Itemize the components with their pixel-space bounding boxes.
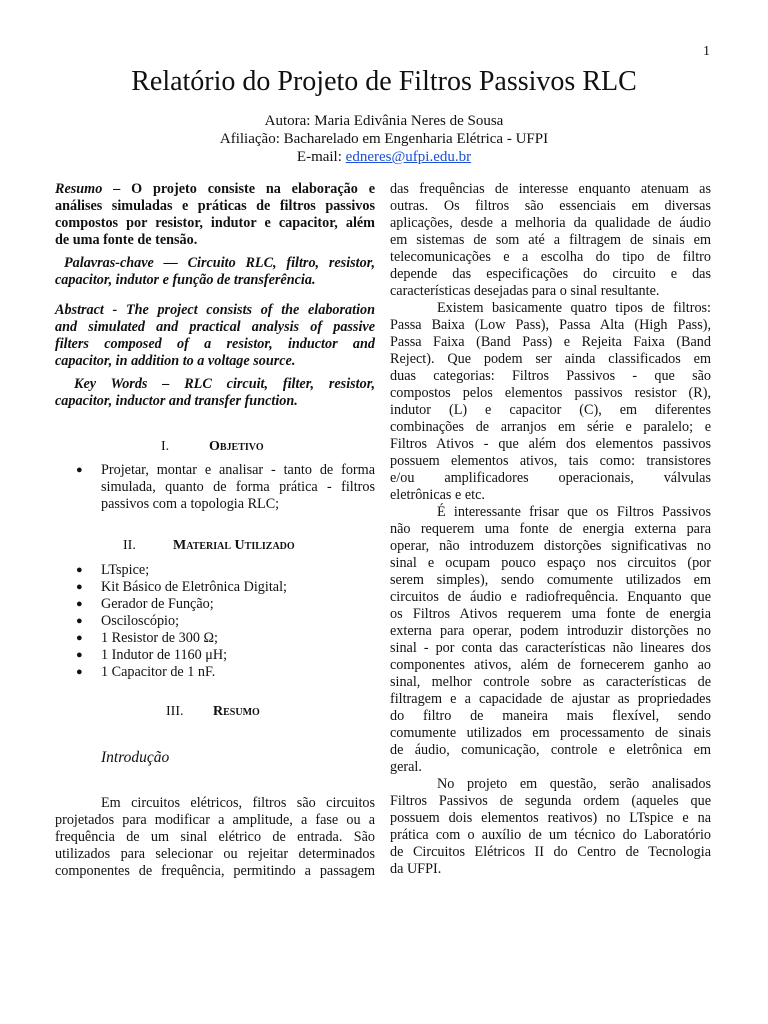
body-line: possuem elementos ativos, tais como: transistores	[390, 453, 711, 469]
author: Autora: Maria Edivânia Neres de Sousa	[264, 113, 504, 129]
bullet-icon: ●	[76, 649, 83, 661]
body-line: telecomunicações e a escolha do tipo de filtro	[390, 249, 711, 265]
keywords-pt-line: Palavras-chave — Circuito RLC, filtro, resistor,	[64, 255, 375, 271]
body-line: operar, não introduzem distorções significativas no	[390, 538, 711, 554]
body-line: possuem dois elementos reativos) no LTspice e na	[390, 810, 711, 826]
intro-line: Em circuitos elétricos, filtros são circuitos	[101, 795, 375, 811]
resumo-line: compostos por resistor, indutor e capacitor, além	[55, 215, 375, 231]
body-line: No projeto em questão, serão analisados	[437, 776, 711, 792]
bullet-icon: ●	[76, 632, 83, 644]
resumo-line: Resumo – O projeto consiste na elaboração e	[55, 181, 375, 197]
objetivo-line: passivos com a topologia RLC;	[101, 496, 280, 512]
body-line: Passa Baixa (Low Pass), Passa Alta (High Pass),	[390, 317, 711, 333]
material-item: Kit Básico de Eletrônica Digital;	[101, 579, 287, 595]
body-line: componentes ativos, além de fornecerem ganho ao	[390, 657, 711, 673]
resumo-label: Resumo	[55, 181, 103, 197]
intro-line: frequência de um sinal elétrico de entrada. São	[55, 829, 375, 845]
section-number: III.	[166, 704, 184, 719]
material-item: LTspice;	[101, 562, 150, 578]
body-line: sinal - por conta das características não lineares dos	[390, 640, 711, 656]
body-line: depende das especificações do circuito e das	[390, 266, 711, 282]
body-line: sinal, melhor controle sobre as características de	[390, 674, 711, 690]
section-title-material: Material Utilizado	[173, 538, 295, 553]
body-line: do filtro de maneira mais flexível, sendo	[390, 708, 711, 724]
body-line: indutor (L) e capacitor (C), em diferentes	[390, 402, 711, 418]
body-line: não requerem uma fonte de energia externa para	[390, 521, 711, 537]
objetivo-line: simulada, quanto de forma prática - filtros	[101, 479, 375, 495]
body-line: e/ou amplificadores operacionais, válvulas	[390, 470, 711, 486]
section-title-resumo: Resumo	[213, 704, 260, 719]
resumo-line: de uma fonte de tensão.	[55, 232, 198, 248]
body-line: prática com o auxílio de um técnico do Laboratório	[390, 827, 711, 843]
body-line: Reject). Que podem ser ainda classificados em	[390, 351, 711, 367]
material-item: Gerador de Função;	[101, 596, 214, 612]
body-line: compostos pelos elementos passivos resistor (R),	[390, 385, 711, 401]
body-line: circuitos de áudio e radiofrequência. Enquanto que	[390, 589, 711, 605]
subsection-introducao: Introdução	[101, 749, 170, 766]
email-link[interactable]: edneres@ufpi.edu.br	[345, 149, 472, 165]
affiliation: Afiliação: Bacharelado em Engenharia Elétrica - UFPI	[219, 131, 549, 147]
body-line: em sistemas de som até a filtragem de sinais em	[390, 232, 711, 248]
abstract-line: Abstract - The project consists of the elaboration	[55, 302, 375, 318]
material-item: 1 Capacitor de 1 nF.	[101, 664, 216, 680]
page-number: 1	[703, 44, 710, 59]
bullet-icon: ●	[76, 581, 83, 593]
body-line: Existem basicamente quatro tipos de filtros:	[437, 300, 711, 316]
body-line: combinações de arranjos em série e paralelo; e	[390, 419, 711, 435]
email-line	[0, 149, 768, 166]
abstract-line: and simulated and practical analysis of passive	[55, 319, 375, 335]
body-line: Filtros Passivos de segunda ordem (aqueles que	[390, 793, 711, 809]
abstract-line: capacitor, in addition to a voltage source.	[55, 353, 296, 369]
body-line: geral.	[390, 759, 422, 775]
abstract-line: filters composed of a resistor, inductor and	[55, 336, 375, 352]
body-line: os Filtros Ativos requerem uma fonte de energia	[390, 606, 711, 622]
bullet-icon: ●	[76, 464, 83, 476]
section-number: II.	[123, 538, 136, 553]
bullet-icon: ●	[76, 598, 83, 610]
body-line: de Circuitos Elétricos II do Centro de Tecnologia	[390, 844, 711, 860]
bullet-icon: ●	[76, 666, 83, 678]
intro-line: utilizados para selecionar ou rejeitar determinados	[55, 846, 375, 862]
bullet-icon: ●	[76, 615, 83, 627]
body-line: serem simples), sendo comumente utilizados em	[390, 572, 711, 588]
body-line: externa para operar, podem introduzir distorções no	[390, 623, 711, 639]
section-number: I.	[161, 439, 170, 454]
keywords-pt-line: capacitor, indutor e função de transferência.	[55, 272, 316, 288]
body-line: filtragem e a capacidade de ajustar as propriedades	[390, 691, 711, 707]
objetivo-line: Projetar, montar e analisar - tanto de forma	[101, 462, 375, 478]
body-line: de áudio, comunicação, controle e eletrônica em	[390, 742, 711, 758]
resumo-line: análises simuladas e práticas de filtros passivos	[55, 198, 375, 214]
material-item: 1 Indutor de 1160 μH;	[101, 647, 228, 663]
body-line: duas categorias: Filtros Passivos - que são	[390, 368, 711, 384]
body-line: das frequências de interesse enquanto atenuam as	[390, 181, 711, 197]
body-line: da UFPI.	[390, 861, 442, 877]
intro-line: projetados para modificar a amplitude, a fase ou a	[55, 812, 375, 828]
body-line: aplicações, desde a melhoria da qualidade de áudio	[390, 215, 711, 231]
keywords-en-line: Key Words – RLC circuit, filter, resistor,	[74, 376, 375, 392]
material-item: Osciloscópio;	[101, 613, 180, 629]
body-line: outras. Os filtros são essenciais em diversas	[390, 198, 711, 214]
body-line: comumente utilizados em processamento de sinais	[390, 725, 711, 741]
material-item: 1 Resistor de 300 Ω;	[101, 630, 218, 646]
paper-title: Relatório do Projeto de Filtros Passivos RLC	[131, 66, 637, 97]
body-line: Filtros Ativos - que além dos elementos passivos	[390, 436, 711, 452]
body-line: sinal e ocupam pouco espaço nos circuitos (por	[390, 555, 711, 571]
body-line: Passa Faixa (Band Pass) e Rejeita Faixa (Band	[390, 334, 711, 350]
intro-line: componentes de frequência, permitindo a passagem	[55, 863, 375, 879]
section-title-objetivo: Objetivo	[209, 439, 264, 454]
email-label: E-mail:	[296, 149, 346, 165]
keywords-en-line: capacitor, inductor and transfer function.	[55, 393, 298, 409]
bullet-icon: ●	[76, 564, 83, 576]
body-line: eletrônicas e etc.	[390, 487, 485, 503]
body-line: É interessante frisar que os Filtros Passivos	[437, 504, 711, 520]
body-line: características desejadas para o sinal resultante.	[390, 283, 660, 299]
